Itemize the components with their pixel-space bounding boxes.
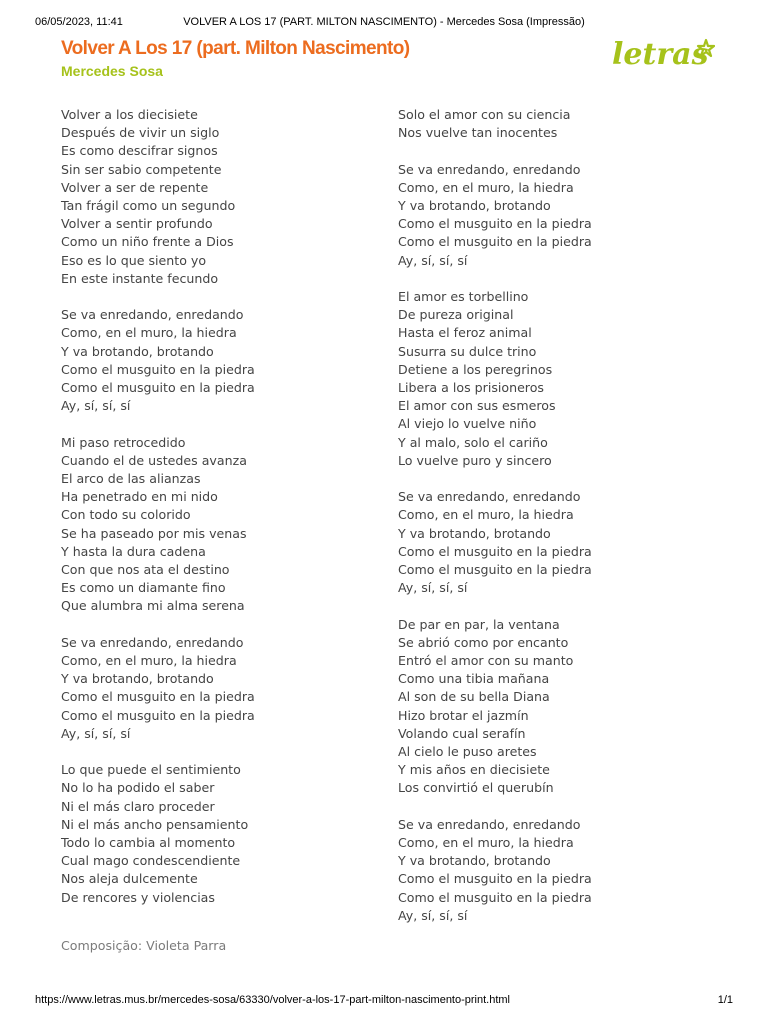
lyric-line: Como el musguito en la piedra bbox=[61, 689, 255, 705]
composer-credit: Composição: Violeta Parra bbox=[61, 938, 227, 953]
lyric-line: Es como descifrar signos bbox=[61, 143, 218, 159]
lyric-line: Y al malo, solo el cariño bbox=[398, 434, 548, 450]
lyric-line: Como el musguito en la piedra bbox=[61, 380, 255, 396]
lyric-line: Ay, sí, sí, sí bbox=[398, 580, 468, 596]
lyric-line: Volando cual serafín bbox=[398, 725, 526, 741]
print-url: https://www.letras.mus.br/mercedes-sosa/63330/volver-a-los-17-part-milton-nascimento-print.html bbox=[35, 994, 511, 1006]
lyric-line: Se va enredando, enredando bbox=[398, 816, 581, 832]
lyric-line: Como, en el muro, la hiedra bbox=[61, 653, 237, 669]
lyric-line: Lo vuelve puro y sincero bbox=[398, 452, 552, 468]
lyric-line: Detiene a los peregrinos bbox=[398, 361, 553, 377]
lyric-line: Como, en el muro, la hiedra bbox=[61, 325, 237, 341]
lyric-line: Y va brotando, brotando bbox=[398, 525, 551, 541]
lyric-line: Después de vivir un siglo bbox=[61, 125, 220, 141]
lyric-line: De pureza original bbox=[398, 307, 514, 323]
lyric-line: Como el musguito en la piedra bbox=[398, 871, 592, 887]
letras-logo-mark bbox=[610, 34, 715, 76]
print-footer bbox=[35, 994, 733, 1008]
lyric-line: Los convirtió el querubín bbox=[398, 780, 554, 796]
lyric-line: Hizo brotar el jazmín bbox=[398, 707, 529, 723]
lyric-line: Se va enredando, enredando bbox=[398, 161, 581, 177]
logo-wordmark: letras bbox=[612, 37, 709, 72]
lyric-line: Volver a los diecisiete bbox=[61, 107, 198, 122]
lyric-line: Al cielo le puso aretes bbox=[398, 744, 537, 760]
lyric-line: Al son de su bella Diana bbox=[398, 689, 550, 705]
lyric-line: Con que nos ata el destino bbox=[61, 562, 230, 578]
lyrics-stanza bbox=[61, 306, 381, 415]
lyric-line: Se va enredando, enredando bbox=[61, 634, 244, 650]
lyrics-stanza bbox=[61, 634, 381, 743]
lyric-line: De par en par, la ventana bbox=[398, 616, 560, 632]
lyric-line: Lo que puede el sentimiento bbox=[61, 762, 241, 778]
lyric-line: Se abrió como por encanto bbox=[398, 634, 569, 650]
lyrics-stanza bbox=[398, 488, 738, 597]
lyrics-stanza bbox=[61, 106, 381, 288]
lyric-line: Como el musguito en la piedra bbox=[398, 216, 592, 232]
lyric-line: El arco de las alianzas bbox=[61, 471, 201, 487]
lyric-line: Ay, sí, sí, sí bbox=[61, 398, 131, 414]
lyric-line: Se va enredando, enredando bbox=[398, 489, 581, 505]
lyrics-stanza bbox=[398, 106, 738, 142]
lyric-line: Eso es lo que siento yo bbox=[61, 252, 207, 268]
lyric-line: Ay, sí, sí, sí bbox=[398, 252, 468, 268]
lyric-line: Como el musguito en la piedra bbox=[61, 707, 255, 723]
lyric-line: Y va brotando, brotando bbox=[61, 671, 214, 687]
lyric-line: Y mis años en diecisiete bbox=[398, 762, 550, 778]
song-title: Volver A Los 17 (part. Milton Nascimento) bbox=[61, 38, 410, 59]
lyric-line: Hasta el feroz animal bbox=[398, 325, 532, 341]
lyric-line: Cuando el de ustedes avanza bbox=[61, 452, 247, 468]
lyric-line: No lo ha podido el saber bbox=[61, 780, 215, 796]
lyric-line: Como, en el muro, la hiedra bbox=[398, 835, 574, 851]
lyric-line: Al viejo lo vuelve niño bbox=[398, 416, 537, 432]
lyrics-column-left bbox=[61, 106, 381, 925]
lyric-line: Susurra su dulce trino bbox=[398, 343, 537, 359]
lyric-line: Nos vuelve tan inocentes bbox=[398, 125, 558, 141]
lyrics-stanza bbox=[398, 816, 738, 925]
artist-link[interactable]: Mercedes Sosa bbox=[61, 63, 163, 79]
lyric-line: Solo el amor con su ciencia bbox=[398, 107, 571, 122]
lyric-line: Como el musguito en la piedra bbox=[398, 562, 592, 578]
lyric-line: Nos aleja dulcemente bbox=[61, 871, 198, 887]
lyrics-column-right bbox=[398, 106, 738, 943]
lyric-line: Entró el amor con su manto bbox=[398, 653, 574, 669]
lyric-line: En este instante fecundo bbox=[61, 270, 219, 286]
lyrics-stanza bbox=[398, 288, 738, 470]
lyric-line: Mi paso retrocedido bbox=[61, 434, 186, 450]
print-document-title: VOLVER A LOS 17 (PART. MILTON NASCIMENTO) - Mercedes Sosa (Impressão) bbox=[183, 16, 585, 28]
lyric-line: Se va enredando, enredando bbox=[61, 307, 244, 323]
lyric-line: Tan frágil como un segundo bbox=[61, 198, 236, 214]
lyric-line: Ha penetrado en mi nido bbox=[61, 489, 218, 505]
lyric-line: Y hasta la dura cadena bbox=[61, 543, 206, 559]
lyric-line: De rencores y violencias bbox=[61, 889, 215, 905]
lyric-line: Que alumbra mi alma serena bbox=[61, 598, 245, 614]
lyric-line: Y va brotando, brotando bbox=[61, 343, 214, 359]
lyric-line: Como, en el muro, la hiedra bbox=[398, 507, 574, 523]
lyrics-stanza bbox=[61, 434, 381, 616]
lyric-line: Como, en el muro, la hiedra bbox=[398, 179, 574, 195]
lyric-line: Y va brotando, brotando bbox=[398, 198, 551, 213]
lyric-line: Como el musguito en la piedra bbox=[398, 889, 592, 905]
lyric-line: Sin ser sabio competente bbox=[61, 161, 222, 177]
lyric-line: Volver a sentir profundo bbox=[61, 216, 213, 232]
lyric-line: Como una tibia mañana bbox=[398, 671, 550, 687]
lyric-line: Como el musguito en la piedra bbox=[398, 234, 592, 250]
lyric-line: Libera a los prisioneros bbox=[398, 380, 544, 396]
letras-logo[interactable] bbox=[610, 34, 715, 76]
lyrics-stanza bbox=[398, 161, 738, 270]
lyric-line: Cual mago condescendiente bbox=[61, 853, 241, 869]
lyrics-stanza bbox=[61, 761, 381, 907]
lyric-line: Como el musguito en la piedra bbox=[61, 361, 255, 377]
print-header bbox=[35, 16, 733, 30]
lyric-line: Como el musguito en la piedra bbox=[398, 543, 592, 559]
lyric-line: Es como un diamante fino bbox=[61, 580, 226, 596]
lyric-line: Como un niño frente a Dios bbox=[61, 234, 234, 250]
lyric-line: Y va brotando, brotando bbox=[398, 853, 551, 869]
lyric-line: Ay, sí, sí, sí bbox=[398, 907, 468, 923]
lyric-line: El amor con sus esmeros bbox=[398, 398, 556, 414]
lyric-line: Ni el más claro proceder bbox=[61, 798, 215, 814]
lyric-line: Ni el más ancho pensamiento bbox=[61, 816, 249, 832]
lyric-line: Con todo su colorido bbox=[61, 507, 191, 523]
lyric-line: El amor es torbellino bbox=[398, 289, 529, 304]
lyric-line: Todo lo cambia al momento bbox=[61, 835, 236, 851]
print-datetime: 06/05/2023, 11:41 bbox=[35, 16, 123, 28]
lyrics-stanza bbox=[398, 616, 738, 798]
page-count: 1/1 bbox=[717, 994, 733, 1006]
lyric-line: Volver a ser de repente bbox=[61, 179, 209, 195]
lyric-line: Ay, sí, sí, sí bbox=[61, 725, 131, 741]
lyric-line: Se ha paseado por mis venas bbox=[61, 525, 247, 541]
